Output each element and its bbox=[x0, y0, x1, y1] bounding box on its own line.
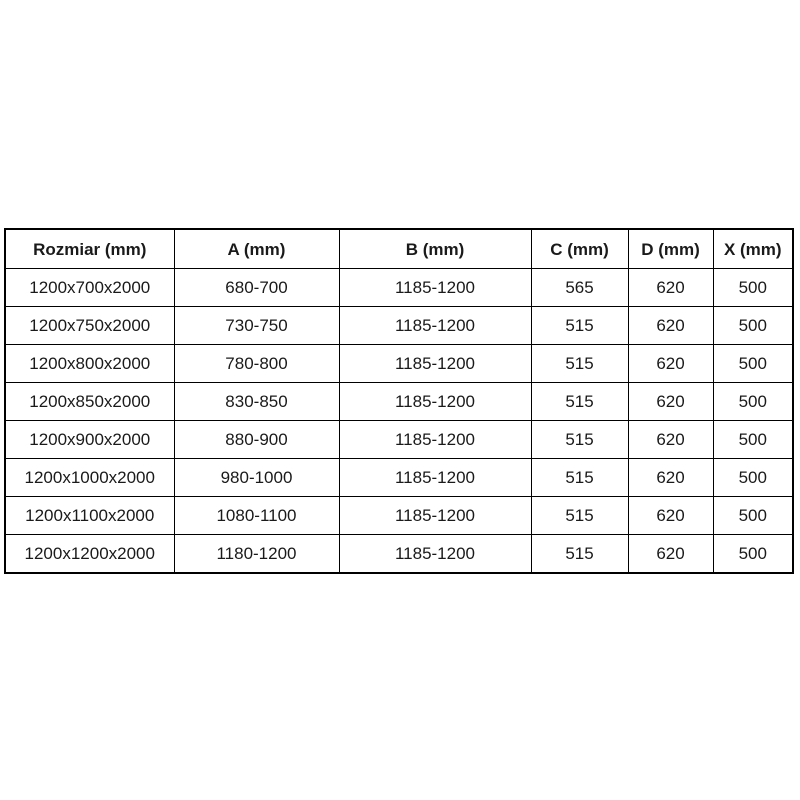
table-cell: 1200x700x2000 bbox=[5, 269, 174, 307]
column-header-b: B (mm) bbox=[339, 229, 531, 269]
table-cell: 515 bbox=[531, 421, 628, 459]
table-cell: 500 bbox=[713, 459, 793, 497]
table-cell: 980-1000 bbox=[174, 459, 339, 497]
table-cell: 500 bbox=[713, 421, 793, 459]
table-header-row bbox=[5, 229, 793, 269]
table-cell: 1185-1200 bbox=[339, 345, 531, 383]
table-row bbox=[5, 421, 793, 459]
table-cell: 1185-1200 bbox=[339, 535, 531, 574]
table-cell: 500 bbox=[713, 269, 793, 307]
table-cell: 620 bbox=[628, 421, 713, 459]
table-cell: 1185-1200 bbox=[339, 307, 531, 345]
column-header-c: C (mm) bbox=[531, 229, 628, 269]
table-cell: 565 bbox=[531, 269, 628, 307]
table-body bbox=[5, 269, 793, 574]
table-cell: 500 bbox=[713, 383, 793, 421]
table-cell: 780-800 bbox=[174, 345, 339, 383]
table-cell: 1185-1200 bbox=[339, 497, 531, 535]
table-cell: 500 bbox=[713, 497, 793, 535]
table-row bbox=[5, 535, 793, 574]
table-cell: 515 bbox=[531, 497, 628, 535]
table-cell: 1200x1200x2000 bbox=[5, 535, 174, 574]
table-cell: 500 bbox=[713, 345, 793, 383]
table-cell: 830-850 bbox=[174, 383, 339, 421]
table-cell: 1185-1200 bbox=[339, 421, 531, 459]
table-cell: 1185-1200 bbox=[339, 459, 531, 497]
table-cell: 620 bbox=[628, 345, 713, 383]
column-header-d: D (mm) bbox=[628, 229, 713, 269]
table-cell: 1200x1100x2000 bbox=[5, 497, 174, 535]
table-cell: 1080-1100 bbox=[174, 497, 339, 535]
table-cell: 620 bbox=[628, 459, 713, 497]
column-header-rozmiar: Rozmiar (mm) bbox=[5, 229, 174, 269]
table-cell: 1200x1000x2000 bbox=[5, 459, 174, 497]
table-cell: 1200x900x2000 bbox=[5, 421, 174, 459]
table-cell: 880-900 bbox=[174, 421, 339, 459]
column-header-x: X (mm) bbox=[713, 229, 793, 269]
table-cell: 1200x750x2000 bbox=[5, 307, 174, 345]
table-cell: 620 bbox=[628, 383, 713, 421]
table-cell: 515 bbox=[531, 459, 628, 497]
table-cell: 515 bbox=[531, 535, 628, 574]
table-row bbox=[5, 269, 793, 307]
table-cell: 730-750 bbox=[174, 307, 339, 345]
table-row bbox=[5, 307, 793, 345]
table-cell: 1185-1200 bbox=[339, 383, 531, 421]
table-cell: 500 bbox=[713, 307, 793, 345]
table-row bbox=[5, 459, 793, 497]
dimensions-table bbox=[4, 228, 794, 574]
table-cell: 620 bbox=[628, 269, 713, 307]
table-cell: 1200x800x2000 bbox=[5, 345, 174, 383]
table-cell: 500 bbox=[713, 535, 793, 574]
table-cell: 515 bbox=[531, 383, 628, 421]
table-row bbox=[5, 345, 793, 383]
table-row bbox=[5, 497, 793, 535]
table-cell: 515 bbox=[531, 345, 628, 383]
table-cell: 620 bbox=[628, 497, 713, 535]
table-cell: 515 bbox=[531, 307, 628, 345]
table-cell: 1180-1200 bbox=[174, 535, 339, 574]
table-cell: 1200x850x2000 bbox=[5, 383, 174, 421]
table-cell: 620 bbox=[628, 307, 713, 345]
table-row bbox=[5, 383, 793, 421]
column-header-a: A (mm) bbox=[174, 229, 339, 269]
table-cell: 680-700 bbox=[174, 269, 339, 307]
table-cell: 1185-1200 bbox=[339, 269, 531, 307]
table-cell: 620 bbox=[628, 535, 713, 574]
